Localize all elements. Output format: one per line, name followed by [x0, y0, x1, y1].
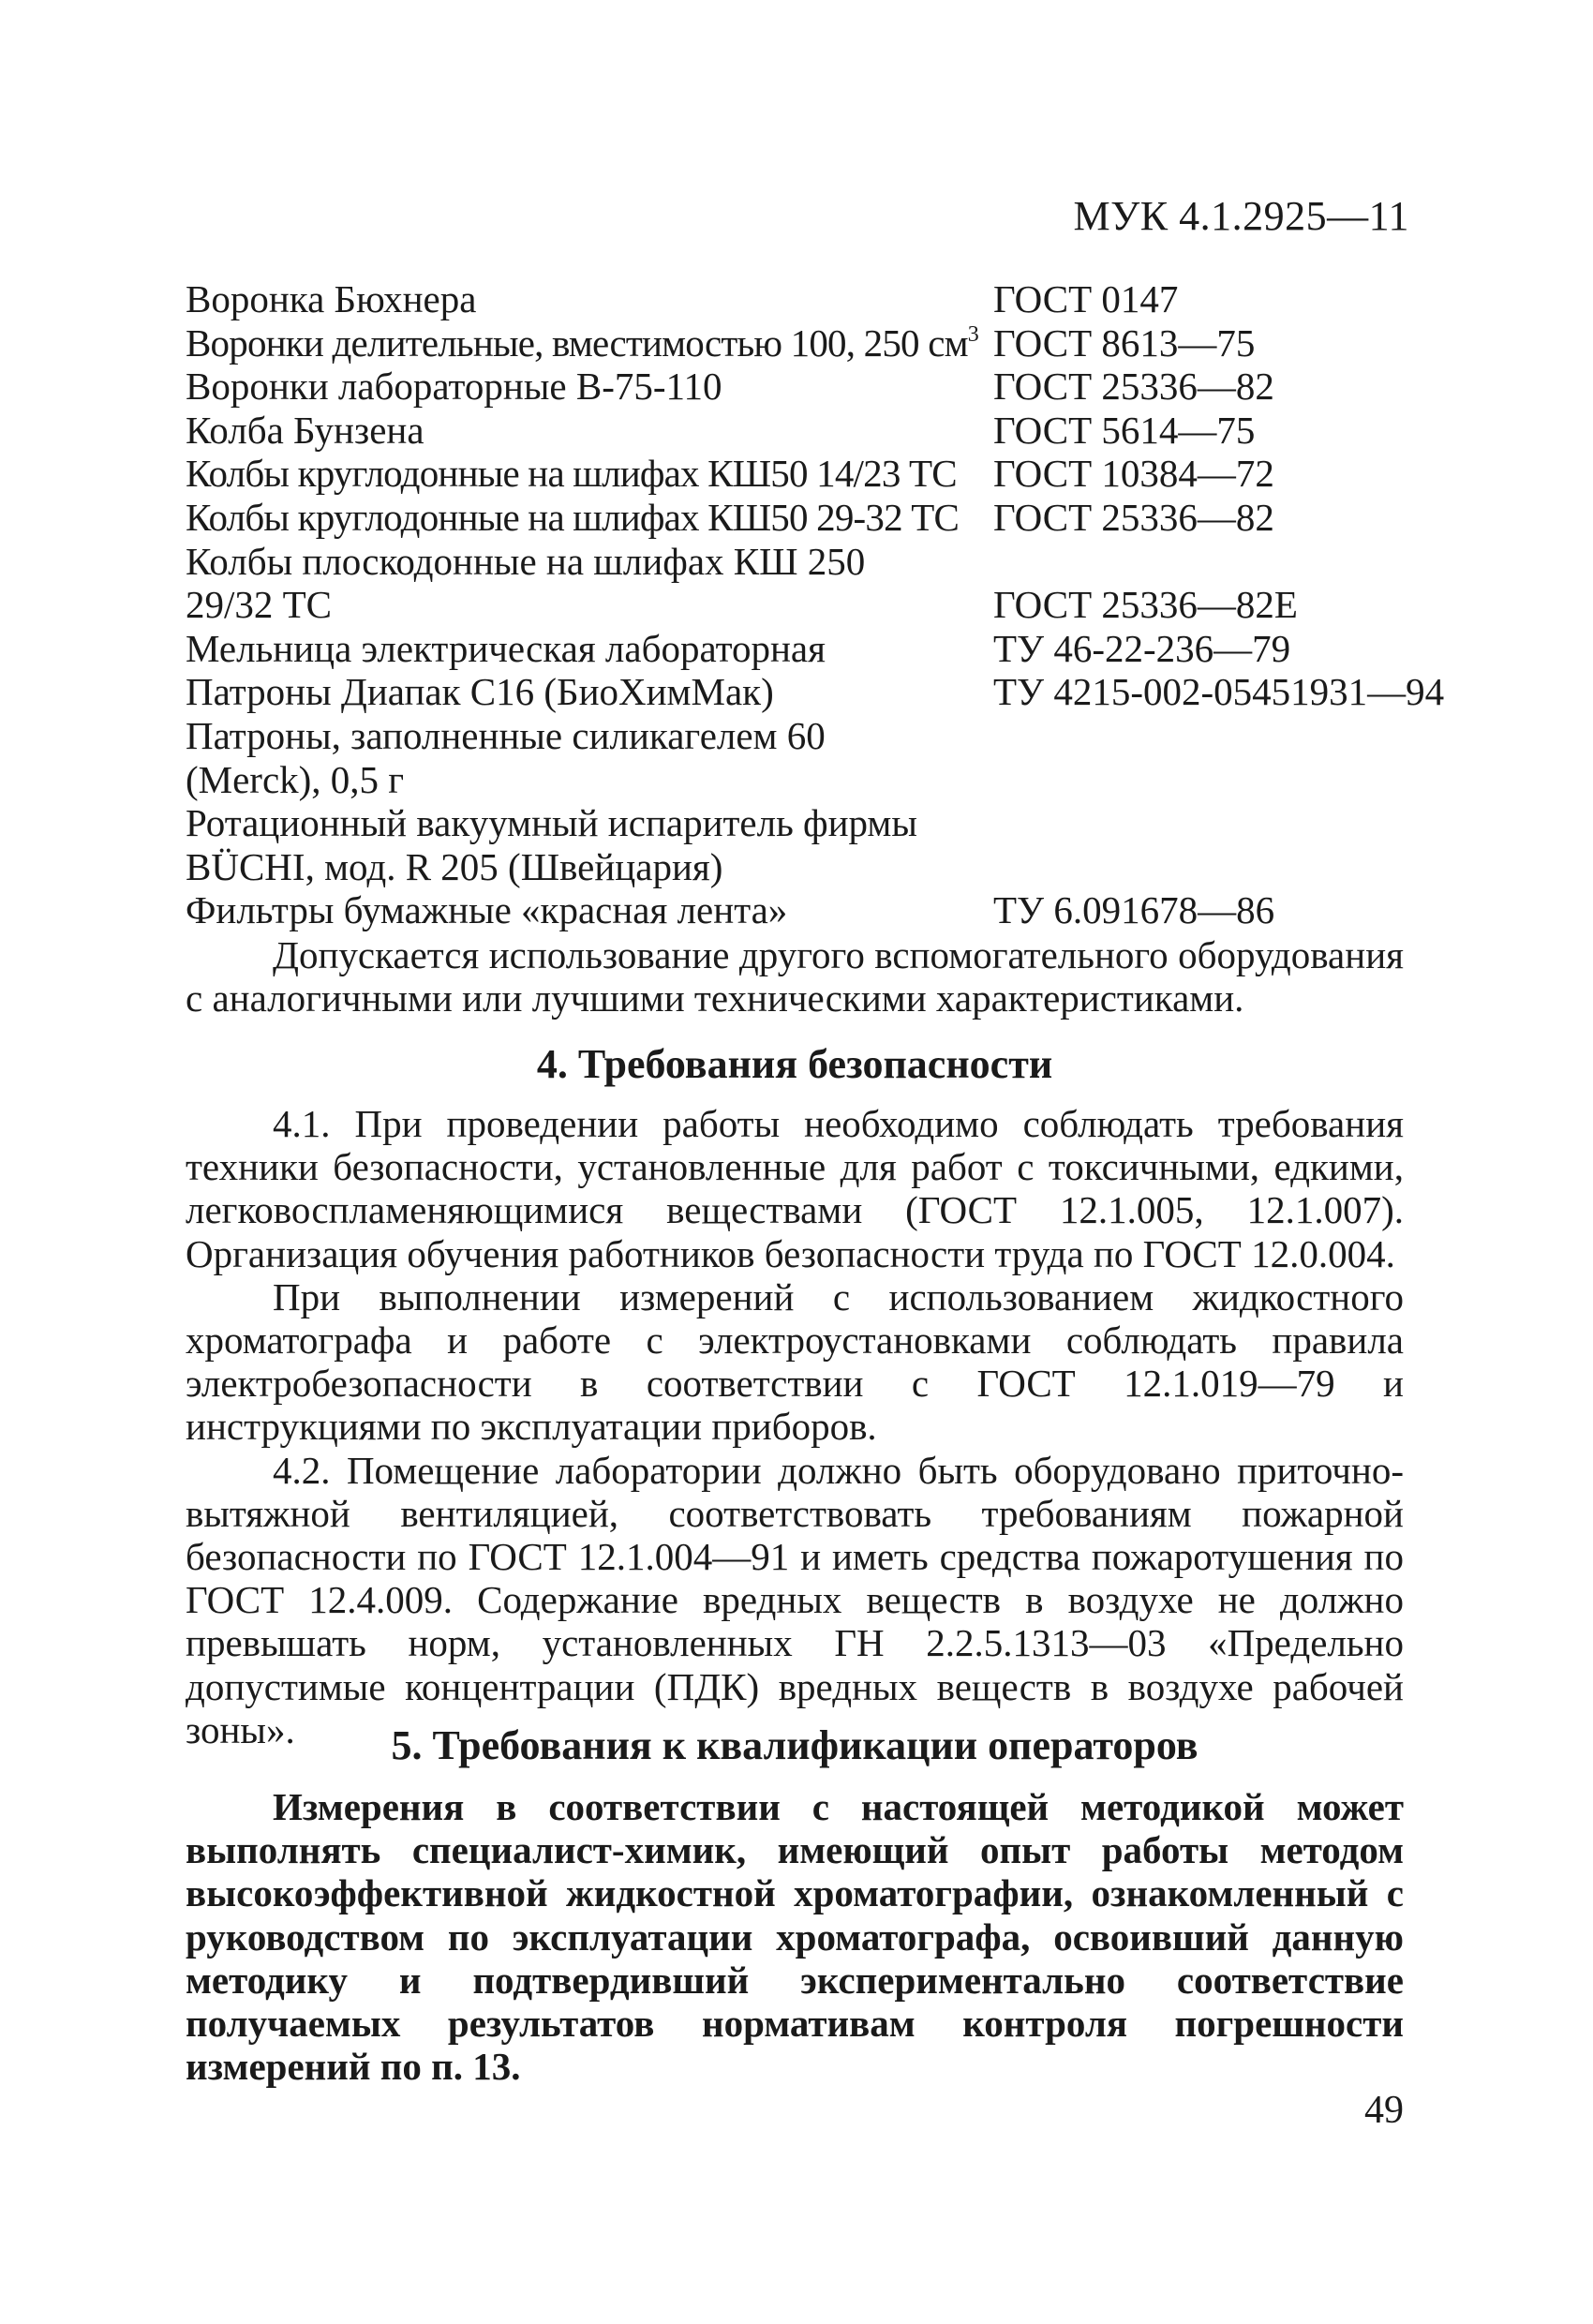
equipment-standard: ГОСТ 5614—75 — [993, 408, 1256, 452]
equipment-row — [186, 452, 1432, 496]
equipment-list — [186, 277, 1445, 932]
section-4-body — [186, 1102, 1404, 1751]
document-code: МУК 4.1.2925—11 — [1073, 193, 1409, 239]
equipment-standard: ТУ 6.091678—86 — [993, 888, 1275, 932]
equipment-row — [186, 670, 1445, 714]
equipment-name: Колбы плоскодонные на шлифах КШ 250 — [186, 539, 866, 583]
equipment-name: Ротационный вакуумный испаритель фирмы — [186, 801, 917, 845]
section-5-body — [186, 1785, 1404, 2088]
equipment-row — [186, 583, 1432, 627]
equipment-row — [186, 845, 1432, 889]
equipment-name: Патроны, заполненные силикагелем 60 — [186, 713, 826, 757]
equipment-row — [186, 888, 1432, 932]
equipment-name: Патроны Диапак С16 (БиоХимМак) — [186, 670, 774, 714]
equipment-standard: ТУ 46-22-236—79 — [993, 626, 1291, 670]
section-4-title: 4. Требования безопасности — [536, 1041, 1053, 1087]
equipment-standard: ГОСТ 8613—75 — [993, 320, 1256, 365]
equipment-standard: ГОСТ 0147 — [993, 277, 1179, 320]
equipment-row — [186, 277, 1432, 321]
equipment-row — [186, 801, 1432, 845]
section-5-title: 5. Требования к квалификации операторов — [391, 1722, 1198, 1768]
superscript: 3 — [967, 321, 978, 347]
equipment-standard: ГОСТ 10384—72 — [993, 452, 1274, 496]
paragraph: При выполнении измерений с использованием жидкостного хроматографа и работе с электроустановками соблюдать правила электробезопасности в соответствии с ГОСТ 12.1.019—79 и инструкциями по эксплуатации приборов. — [186, 1274, 1404, 1449]
equipment-row — [186, 627, 1432, 671]
equipment-name: Колба Бунзена — [186, 408, 424, 452]
equipment-name: Мельница электрическая лабораторная — [186, 626, 826, 670]
equipment-name: Воронка Бюхнера — [186, 277, 477, 320]
equipment-name: Колбы круглодонные на шлифах КШ50 29-32 ТС — [186, 495, 960, 539]
paragraph: 4.1. При проведении работы необходимо соблюдать требования техники безопасности, установленные для работ с токсичными, едкими, легковоспламеняющимися веществами (ГОСТ 12.1.005, 12.1.007). Организация обучения работников безопасности труда по ГОСТ 12.0.004. — [186, 1102, 1404, 1275]
equipment-row — [186, 540, 1432, 584]
equipment-row — [186, 758, 1432, 802]
equipment-note: Допускается использование другого вспомогательного оборудования с аналогичными или лучшими техническими характеристиками. — [186, 933, 1404, 1020]
equipment-row — [186, 365, 1432, 409]
page-number: 49 — [1364, 2089, 1404, 2132]
equipment-name: (Merck), 0,5 г — [186, 757, 405, 801]
equipment-name: Колбы круглодонные на шлифах КШ50 14/23 ТС — [186, 452, 957, 496]
equipment-standard: ГОСТ 25336—82 — [993, 495, 1274, 539]
equipment-name: 29/32 ТС — [186, 583, 333, 627]
equipment-standard: ТУ 4215-002-05451931—94 — [993, 670, 1445, 714]
paragraph: Измерения в соответствии с настоящей методикой может выполнять специалист-химик, имеющий опыт работы методом высокоэффективной жидкостной хроматографии, ознакомленный с руководством по эксплуатации хроматографа, освоивший данную методику и подтвердивший экспериментально соответствие получаемых результатов нормативам контроля погрешности измерений по п. 13. — [186, 1785, 1404, 2089]
equipment-row — [186, 321, 1432, 365]
equipment-name-text: Воронки делительные, вместимостью 100, 250 см — [186, 320, 968, 365]
equipment-name: Фильтры бумажные «красная лента» — [186, 888, 788, 932]
equipment-row — [186, 409, 1432, 453]
paragraph: 4.2. Помещение лаборатории должно быть оборудовано приточно-вытяжной вентиляцией, соответствовать требованиям пожарной безопасности по ГОСТ 12.1.004—91 и иметь средства пожаротушения по ГОСТ 12.4.009. Содержание вредных веществ в воздухе не должно превышать норм, установленных ГН 2.2.5.1313—03 «Предельно допустимые концентрации (ПДК) вредных веществ в воздухе рабочей зоны». — [186, 1448, 1404, 1751]
equipment-name: BÜCHI, мод. R 205 (Швейцария) — [186, 844, 723, 888]
equipment-row — [186, 714, 1432, 758]
equipment-name: Воронки лабораторные В-75-110 — [186, 365, 722, 409]
equipment-note-block — [186, 933, 1404, 1020]
equipment-standard: ГОСТ 25336—82Е — [993, 583, 1298, 627]
equipment-standard: ГОСТ 25336—82 — [993, 365, 1274, 409]
equipment-name — [186, 321, 993, 365]
equipment-row — [186, 496, 1432, 540]
